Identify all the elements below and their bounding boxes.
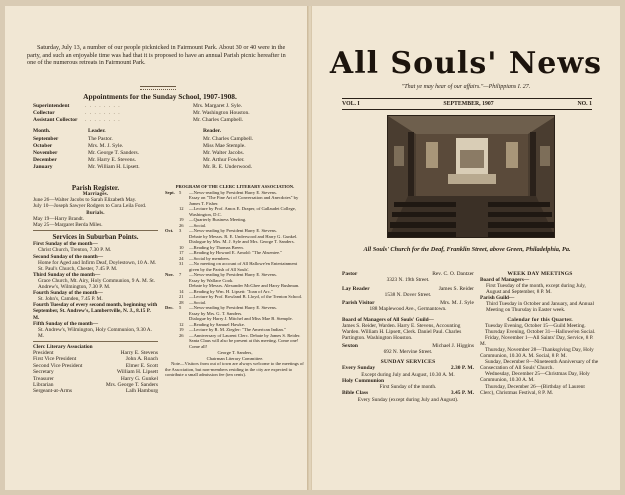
program-entry-text: —Reading by Wm. H. Lipsett: "Joan of Arc." [189, 288, 273, 294]
program-entry-text: —Lecture by R. M. Ziegler: "The American Indian." [189, 327, 286, 333]
meeting-note: First Tuesday of the month, except during July, August and September, 8 P. M. [486, 283, 586, 296]
right-page [312, 6, 620, 490]
program-entry-text: Essay on "The Fine Art of Conversation and Anecdotes" by James T. Fisher. [189, 195, 299, 206]
clerc-officer: President Harry E. Stevens [33, 349, 158, 356]
burial-entry: May 25—Margaret Berda Miles. [33, 222, 103, 229]
program-entry-text: Debate by Messrs. R. E. Underwood and Harry G. Gunkel. [189, 233, 298, 239]
program-entry [165, 195, 305, 206]
program-entry-text: Essay by Mrs. G. T. Sanders. [189, 310, 243, 316]
divider [33, 230, 158, 231]
program-entry-month [165, 261, 179, 272]
program-entry-month: Dec. [165, 305, 174, 311]
clerc-officer: Secretary William H. Lipsett [33, 369, 158, 376]
staff-pastor: Pastor Rev. C. O. Dantzer [342, 271, 474, 277]
program-entry-text: —No meeting on account of All Hallowe'en Entertainment given by the Parish of All Souls'. [189, 261, 298, 272]
calendar-item: Friday, November 1—All Saints' Day, Service, 8 P. M. [480, 334, 594, 347]
program-entry-month [165, 206, 179, 217]
masthead-motto: "That ye may hear of our affairs."—Philippians I. 27. [401, 84, 531, 90]
meeting-name: Parish Guild— [480, 295, 515, 302]
program-title: PROGRAM OF THE CLERC LITERARY ASSOCIATION. [175, 184, 295, 189]
program-entry-day: 24 [179, 255, 184, 261]
program-entry-text: —Reading by Thomas Breen. [189, 244, 244, 250]
parish-register-title: Parish Register. [71, 184, 120, 192]
officer-row: Superintendent . . . . . . . . Mrs. Margaret J. Syle. [33, 103, 243, 109]
program-list [165, 190, 305, 350]
calendar-item: Wednesday, December 25—Christmas Day, Holy Communion, 10.30 A. M. [480, 371, 590, 384]
marriage-entry: June 26—Walter Jacobs to Sarah Elizabeth May. [33, 197, 137, 203]
guild-members: James S. Reider, Warden. Harry E. Stevens, Accounting Warden. William H. Lipsett, Clerk. Daniel Paul. Charles Partington. Washington Houston. [342, 322, 462, 341]
program-entry-day: 7 [179, 272, 182, 278]
program-note: Note—Visitors from out of town are always welcome to the meetings of the Association, but non-members residing in the city are expected to contribute a small admission fee (ten cents). [165, 361, 304, 378]
program-entry-text: —News-reading by President Harry E. Stevens. [189, 305, 277, 311]
service-when: Fourth Tuesday of every second month, beginning with September, St. Andrew's, Lambertville, N. J., 8.15 P. M. [33, 302, 158, 321]
calendar-title: Calendar for this Quarter. [507, 316, 573, 323]
service-row: Bible Class 3.45 P. M. [342, 390, 474, 397]
service-when: First Sunday of the month— [33, 241, 98, 248]
left-page [5, 6, 308, 490]
program-entry-day: 26 [179, 222, 184, 228]
program-column [165, 184, 305, 378]
program-entry-text: —Quarterly Business Meeting. [189, 217, 247, 223]
staff-parish-visitor-address: 188 Maplewood Ave., Germantown. [369, 306, 447, 313]
schedule-row: November Mr. George T. Sanders. Mr. Walter Jacobs. [33, 150, 245, 156]
service-row: Holy Communion [342, 377, 385, 384]
week-day-title: WEEK DAY MEETINGS [507, 271, 573, 277]
program-entry-day: 26 [179, 332, 184, 338]
issue-number: NO. 1 [577, 101, 592, 107]
service-where: Grace Church, Mt. Airy, Holy Communion, 9 A. M. St. Andrew's, Wilmington, 7.30 P. M. [38, 277, 156, 291]
program-entry-day: 19 [179, 327, 184, 333]
clerc-officer: First Vice President John A. Roach [33, 356, 158, 363]
staff-pastor-address: 3323 N. 19th Street. [386, 277, 430, 284]
program-entry [165, 206, 305, 217]
staff-sexton: Sexton Michael J. Higgins [342, 342, 474, 349]
program-entry-day: 5 [179, 189, 182, 195]
meeting-note: Third Tuesday in October and January, and Annual Meeting on Thursday in Easter week. [486, 301, 594, 314]
program-entry-day: 10 [179, 244, 184, 250]
picnic-paragraph: Saturday, July 13, a number of our people picknicked in Fairmount Park. About 30 or 40 were in the party, and such an enjoyable time was had that it is proposed to have an annual Parish picnic hereafter in one of the numerous retreats in Fairmount Park. [27, 44, 286, 67]
program-entry-day: 5 [179, 305, 182, 311]
program-entry-text: —News-reading by President Harry E. Stevens. [189, 272, 277, 278]
photo-caption: All Souls' Church for the Deaf, Franklin Street, above Green, Philadelphia, Pa. [363, 246, 571, 253]
schedule-row: October Mrs. M. J. Syle. Miss Mae Stemple. [33, 143, 246, 149]
program-entry [165, 333, 305, 350]
program-entry-day: 28 [179, 299, 184, 305]
program-entry-text: Essay by Wallace Cook. [189, 277, 234, 283]
marriage-entry: July 10—Joseph Sawyer Rodgers to Cora Leila Ford. [33, 203, 147, 210]
program-entry-text: —Social. [189, 222, 207, 228]
suburban-title: Services in Suburban Points. [52, 233, 139, 242]
service-when: Second Sunday of the month— [33, 253, 104, 260]
calendar-item: Tuesday Evening, October 15—Guild Meeting. [485, 322, 586, 329]
program-entry-day: 21 [179, 294, 184, 300]
calendar-item: Thursday, November 28—Thanksgiving Day, Holy Communion, 10.30 A. M. Social, 8 P. M. [480, 346, 594, 360]
schedule-row: December Mr. Harry E. Stevens. Mr. Arthur Fowler. [33, 157, 245, 163]
meeting-name: Board of Managers— [480, 277, 530, 283]
clerc-title: Clerc Literary Association [33, 343, 93, 350]
program-entry-text: —Reading by Samuel Hawke. [189, 321, 245, 327]
ornament-divider [140, 86, 176, 90]
issue-date: SEPTEMBER, 1907 [443, 101, 494, 107]
burials-title: Burials. [86, 211, 105, 217]
program-entry-text: —Reading by Howard E. Arnold: "The Absentee." [189, 250, 283, 256]
program-entry-text: —News-reading by President Harry E. Stevens. [189, 189, 277, 195]
service-note: First Sunday of the month. [379, 384, 437, 391]
staff-lay-reader: Lay Reader James S. Reider [342, 285, 474, 292]
sunday-services-title: SUNDAY SERVICES [380, 359, 436, 366]
service-where: St. Andrew's, Wilmington, Holy Communion, 9.30 A. M. [38, 326, 152, 339]
program-entry-text: —News-reading by President Harry E. Stevens. [189, 228, 277, 234]
masthead-title: All Souls' News [329, 46, 603, 81]
service-where: St. John's, Camden, 7.45 P. M. [38, 296, 103, 303]
program-entry-day: 12 [179, 321, 184, 327]
burial-entry: May 19—Harry Brandt. [33, 216, 85, 223]
calendar-item: Thursday Evening, October 31—Hallowe'en Social. [485, 328, 596, 335]
program-entry-day: 14 [179, 288, 184, 294]
divider [33, 341, 158, 342]
program-entry-text: Dialogue by Harry J. Mitchel and Miss Mae B. Stemple. [189, 316, 293, 322]
program-entry-day: 17 [179, 250, 184, 256]
program-entry-text: —Social by members. [189, 255, 230, 261]
program-entry-text: —Lecture by Prof. Amos E. Draper, of Gallaudet College, Washington, D.C. [189, 206, 296, 217]
guild-title: Board of Managers of All Souls' Guild— [342, 316, 434, 323]
service-where: Christ Church, Trenton, 7.30 P. M. [38, 247, 112, 254]
service-where: Home for Aged and Infirm Deaf, Doylestown, 10 A. M. St. Paul's Church, Chester, 7.45 P. M. [38, 259, 157, 272]
program-entry-text: Debate by Messrs. Alexander McGhee and Harry Bushman. [189, 283, 300, 289]
church-interior-photo [387, 115, 555, 238]
schedule-row: January Mr. William H. Lipsett. Mr. R. E. Underwood. [33, 164, 253, 170]
officer-row: Assistant Collector . . . . . . . . Mr. Charles Campbell. [33, 117, 244, 123]
calendar-item: Thursday, December 26—(Birthday of Laurent Clerc), Christmas Festival, 8 P. M. [480, 383, 585, 396]
program-entry-text: —Anniversary of Laurent Clerc. Debate by James S. Reider. Santa Claus will also be present at this meeting. Come one! Come all! [189, 332, 301, 349]
calendar-item: Sunday, December 8—Nineteenth Anniversary of the Consecration of All Souls' Church. [480, 359, 599, 372]
schedule-row: September The Pastor. Mr. Charles Campbell. [33, 136, 254, 142]
program-entry-text: —Lecture by Prof. Rowland B. Lloyd, of the Trenton School. [189, 294, 303, 300]
program-entry-month [165, 195, 179, 206]
program-entry-day: 3 [179, 228, 182, 234]
officer-row: Collector . . . . . . . . Mr. Washington Houston. [33, 110, 250, 116]
right-left-column [342, 271, 474, 403]
clerc-officer: Librarian Mrs. George T. Sanders [33, 382, 158, 388]
program-entry-text: —Social. [189, 299, 207, 305]
program-entry-month: Sept. [165, 189, 175, 195]
service-row: Every Sunday 2.30 P. M. [342, 365, 474, 372]
schedule-header: Month. Leader. Reader. [33, 128, 221, 134]
appointments-title: Appointments for the Sunday School, 1907-1908. [83, 92, 237, 101]
service-when: Fifth Sunday of the month— [33, 320, 99, 327]
program-entry-day: 31 [179, 261, 184, 267]
program-signature-title: Chairman Literary Committee. [206, 355, 264, 361]
left-column [33, 184, 158, 395]
program-entry-day: 12 [179, 206, 184, 212]
staff-parish-visitor: Parish Visitor Mrs. M. J. Syle [342, 300, 474, 306]
marriages-title: Marriages. [82, 192, 109, 197]
program-entry-month: Nov. [165, 272, 174, 278]
staff-lay-reader-address: 1538 N. Dover Street. [384, 291, 432, 298]
program-entry-month [165, 333, 179, 350]
program-entry-text: Dialogue by Mrs. M. J. Syle and Mrs. George T. Sanders. [189, 239, 295, 245]
volume-label: VOL. I [342, 101, 360, 107]
clerc-officer: Sergeant-at-Arms Lalh Hamburg [33, 388, 158, 395]
staff-sexton-address: 692 N. Mervine Street. [383, 349, 433, 356]
program-signature: George T. Sanders, [217, 350, 253, 356]
service-when: Fourth Sunday of the month— [33, 290, 103, 297]
program-entry-day: 19 [179, 217, 184, 223]
service-when: Third Sunday of the month— [33, 271, 101, 278]
right-right-column [480, 271, 600, 396]
issue-bar [342, 98, 592, 110]
program-entry-day [179, 195, 189, 206]
service-note: Every Sunday (except during July and August). [357, 396, 459, 403]
clerc-officer: Second Vice President Elmer E. Scott [33, 362, 158, 369]
program-entry-month: Oct. [165, 228, 174, 234]
clerc-officer: Treasurer Harry G. Gunkel [33, 375, 158, 382]
program-entry [165, 261, 305, 272]
service-note: Except during July and August, 10.30 A. M. [361, 371, 455, 378]
